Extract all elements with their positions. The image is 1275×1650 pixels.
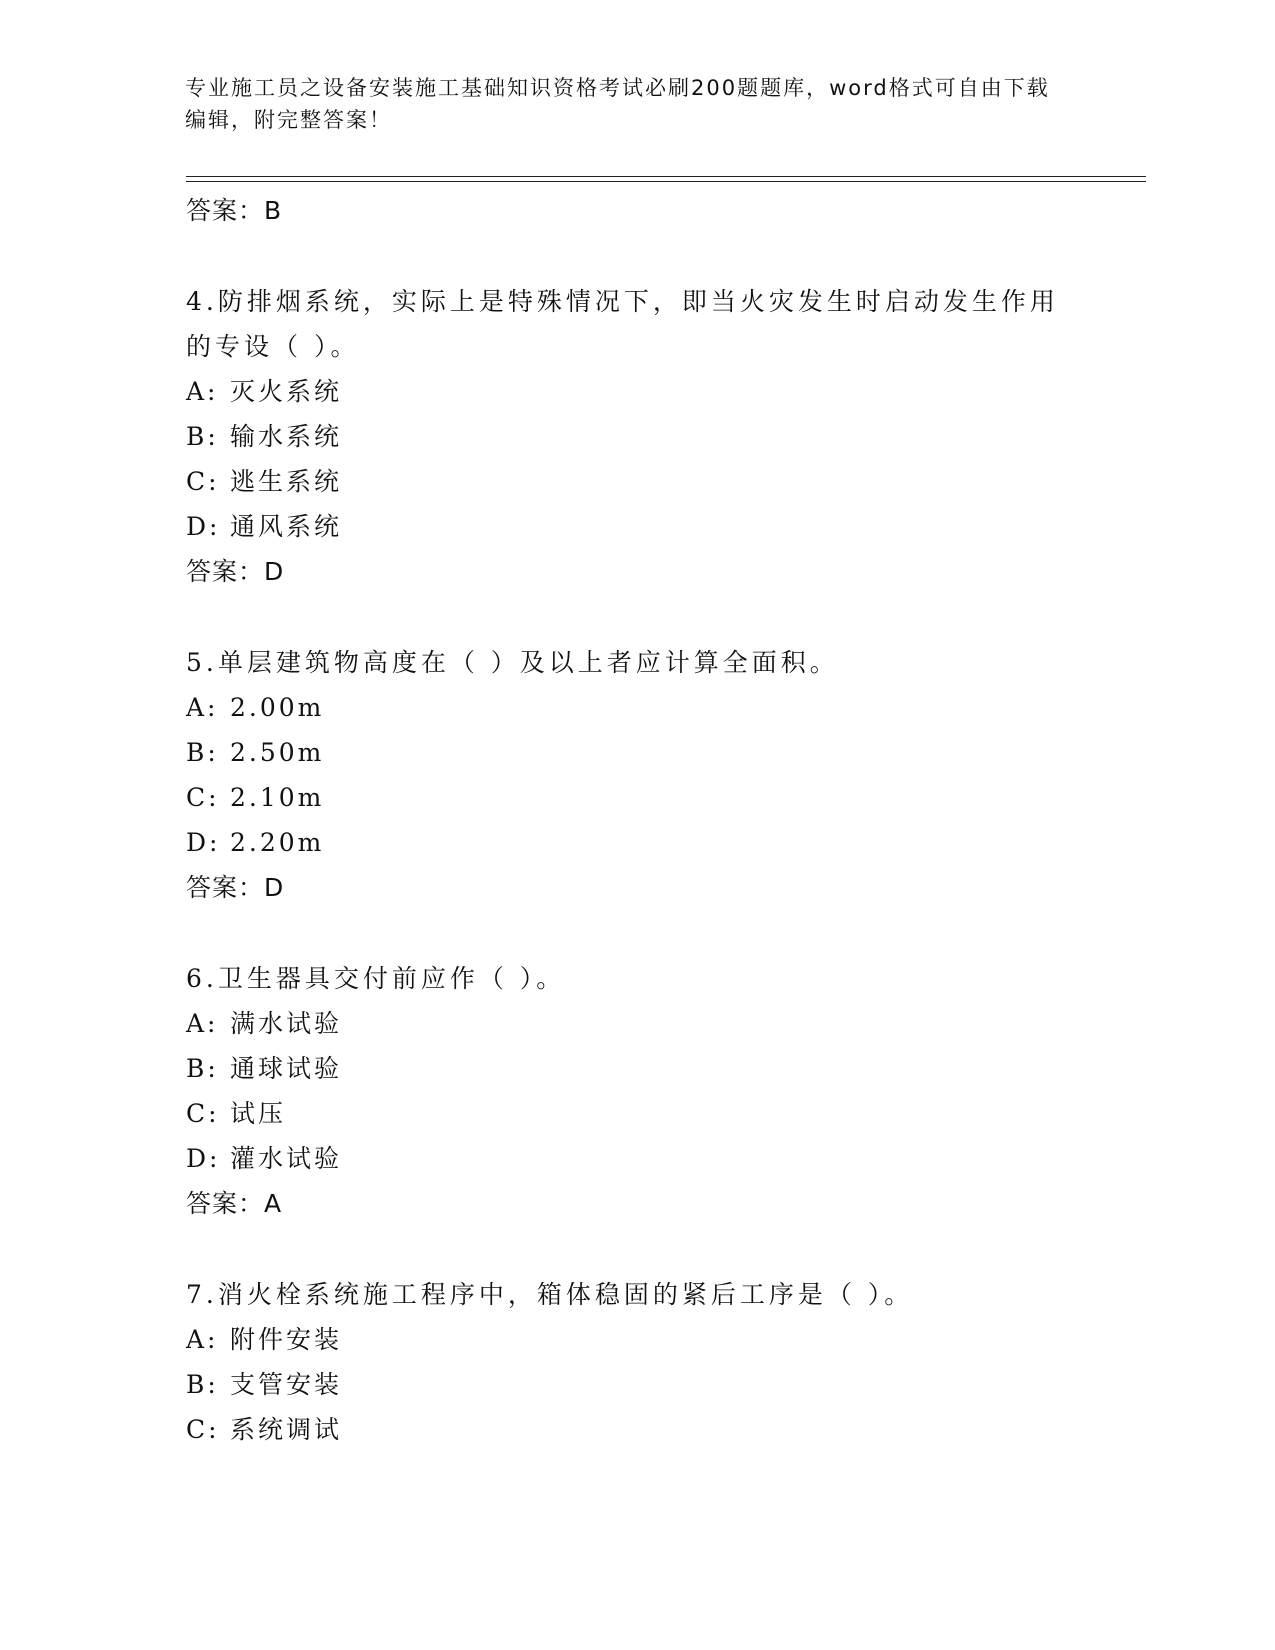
question-list xyxy=(186,188,1086,1452)
answer-line xyxy=(186,1181,1086,1226)
option-text: 2.10m xyxy=(230,783,325,812)
option-text: 2.20m xyxy=(230,828,325,857)
option-key: B: xyxy=(186,738,219,767)
answer-label: 答案： xyxy=(186,1189,265,1218)
option-text: 试压 xyxy=(230,1099,287,1128)
option-text: 满水试验 xyxy=(230,1009,343,1038)
option-text: 支管安装 xyxy=(230,1370,343,1399)
question-text xyxy=(186,279,1086,324)
option-item xyxy=(186,820,1086,865)
option-key: D: xyxy=(186,828,221,857)
option-item xyxy=(186,1136,1086,1181)
option-item xyxy=(186,730,1086,775)
question-line: 的专设（ ）。 xyxy=(186,332,360,361)
question-line: 防排烟系统，实际上是特殊情况下，即当火灾发生时启动发生作用 xyxy=(217,287,1059,316)
option-item xyxy=(186,414,1086,459)
question-number: 5. xyxy=(186,648,218,677)
question-block xyxy=(186,1272,1086,1452)
answer-label: 答案： xyxy=(186,196,265,225)
answer-value: B xyxy=(264,196,283,225)
option-text: 灌水试验 xyxy=(230,1144,343,1173)
question-line: 卫生器具交付前应作（ ）。 xyxy=(217,964,566,993)
option-item xyxy=(186,504,1086,549)
option-item xyxy=(186,685,1086,730)
option-text: 2.00m xyxy=(230,693,325,722)
question-line: 消火栓系统施工程序中，箱体稳固的紧后工序是（ ）。 xyxy=(217,1280,914,1309)
answer-value: D xyxy=(264,873,285,902)
answer-label: 答案： xyxy=(186,873,265,902)
option-key: A: xyxy=(186,693,219,722)
option-key: B: xyxy=(186,1054,219,1083)
option-text: 逃生系统 xyxy=(230,467,343,496)
option-key: B: xyxy=(186,1370,219,1399)
question-text xyxy=(186,1272,1086,1317)
question-text-continued xyxy=(186,324,1086,369)
question-block xyxy=(186,640,1086,956)
option-key: D: xyxy=(186,512,221,541)
question-number: 7. xyxy=(186,1280,218,1309)
option-key: D: xyxy=(186,1144,221,1173)
option-item xyxy=(186,369,1086,414)
option-key: C: xyxy=(186,1099,220,1128)
answer-value: A xyxy=(264,1189,283,1218)
option-item xyxy=(186,1362,1086,1407)
option-key: C: xyxy=(186,467,220,496)
question-block xyxy=(186,279,1086,640)
answer-line xyxy=(186,188,1086,233)
option-item xyxy=(186,459,1086,504)
option-key: A: xyxy=(186,377,219,406)
answer-line xyxy=(186,865,1086,910)
option-item xyxy=(186,1046,1086,1091)
header-rule-bottom xyxy=(186,181,1146,182)
option-item xyxy=(186,1091,1086,1136)
option-text: 通球试验 xyxy=(230,1054,343,1083)
header-rule-top xyxy=(186,176,1146,177)
question-number: 4. xyxy=(186,287,218,316)
question-line: 单层建筑物高度在（ ）及以上者应计算全面积。 xyxy=(217,648,839,677)
question-text xyxy=(186,640,1086,685)
question-text xyxy=(186,956,1086,1001)
option-key: A: xyxy=(186,1009,219,1038)
option-text: 附件安装 xyxy=(230,1325,343,1354)
document-header: 专业施工员之设备安装施工基础知识资格考试必刷200题题库，word格式可自由下载编辑，附完整答案！ xyxy=(185,76,1050,132)
option-text: 2.50m xyxy=(230,738,325,767)
question-number: 6. xyxy=(186,964,218,993)
option-text: 系统调试 xyxy=(230,1415,343,1444)
option-key: C: xyxy=(186,1415,220,1444)
option-text: 灭火系统 xyxy=(230,377,343,406)
answer-label: 答案： xyxy=(186,557,265,586)
option-item xyxy=(186,1407,1086,1452)
option-item xyxy=(186,1001,1086,1046)
option-text: 输水系统 xyxy=(230,422,343,451)
answer-value: D xyxy=(264,557,285,586)
option-text: 通风系统 xyxy=(230,512,343,541)
option-item xyxy=(186,1317,1086,1362)
option-key: B: xyxy=(186,422,219,451)
option-key: C: xyxy=(186,783,220,812)
option-key: A: xyxy=(186,1325,219,1354)
question-block xyxy=(186,956,1086,1272)
option-item xyxy=(186,775,1086,820)
answer-line xyxy=(186,549,1086,594)
